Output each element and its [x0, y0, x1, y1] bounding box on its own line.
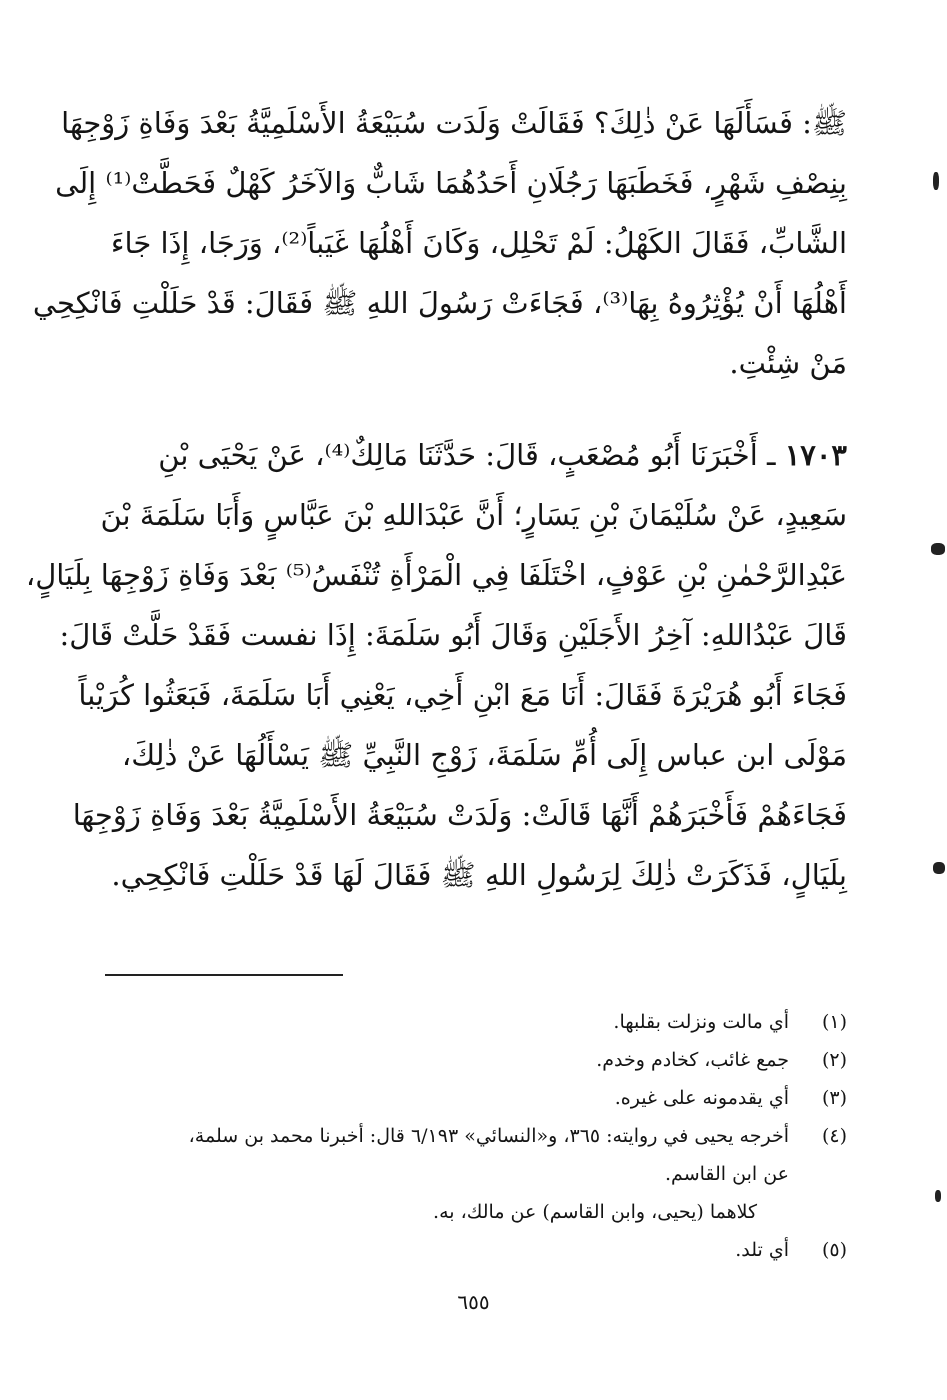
footnote-number: (٤) [821, 1125, 847, 1147]
text-line: الشَّابِّ، فَقَالَ الكَهْلُ: لَمْ تَحْلِل، وَكَانَ أَهْلُهَا غَيَباً⁽²⁾، وَرَجَا، إِذَا جَاءَ [110, 226, 847, 260]
footnote-number: (٣) [821, 1087, 847, 1109]
text-line: سَعِيدٍ، عَنْ سُلَيْمَانَ بْنِ يَسَارٍ؛ أَنَّ عَبْدَاللهِ بْنَ عَبَّاسٍ وَأَبَا سَلَمَةَ بْنَ [100, 498, 847, 532]
hadith-paragraph [25, 425, 847, 905]
text-line: بِنِصْفِ شَهْرٍ، فَخَطَبَهَا رَجُلَانِ أَحَدُهُمَا شَابٌّ وَالآخَرُ كَهْلٌ فَحَطَّتْ⁽¹⁾ إِلَى [55, 166, 847, 200]
footnote-continuation: عن ابن القاسم. [665, 1163, 789, 1185]
footnotes [99, 1003, 847, 1269]
paragraph-continuation [32, 93, 847, 393]
footnote [99, 1231, 847, 1269]
scan-edge-mark [935, 1190, 941, 1202]
text-line: مَنْ شِئْتِ. [729, 346, 847, 380]
footnote-number: (٢) [821, 1049, 847, 1071]
text-line: فَجَاءَهُمْ فَأَخْبَرَهُمْ أَنَّهَا قَالَتْ: وَلَدَتْ سُبَيْعَةُ الأَسْلَمِيَّةُ بَعْدَ وَفَاةِ زَوْجِهَا [72, 798, 847, 832]
scan-edge-mark [931, 543, 945, 555]
footnote-text: أي مالت ونزلت بقلبها. [613, 1011, 789, 1033]
text-line: عَبْدِالرَّحْمٰنِ بْنِ عَوْفٍ، اخْتَلَفَا فِي الْمَرْأَةِ تُنْفَسُ⁽⁵⁾ بَعْدَ وَفَاةِ زَوْجِهَا بِلَيَالٍ، [25, 558, 847, 592]
footnote-text: جمع غائب، كخادم وخدم. [596, 1049, 789, 1071]
footnote-text: أي يقدمونه على غيره. [614, 1087, 789, 1109]
page-number: ٦٥٥ [457, 1290, 490, 1314]
text-line: ﷺ: فَسَأَلَهَا عَنْ ذٰلِكَ؟ فَقَالَتْ وَلَدَت سُبَيْعَةُ الأَسْلَمِيَّةُ بَعْدَ وَفَاةِ زَوْجِهَا [61, 106, 847, 140]
text-line: بِلَيَالٍ، فَذَكَرَتْ ذٰلِكَ لِرَسُولِ اللهِ ﷺ فَقَالَ لَهَا قَدْ حَلَلْتِ فَانْكِحِي. [111, 858, 847, 892]
scan-edge-mark [933, 862, 945, 874]
footnote-text: أي تلد. [735, 1239, 789, 1261]
text-line-rest: ـ أَخْبَرَنَا أَبُو مُصْعَبٍ، قَالَ: حَدَّثَنَا مَالِكٌ⁽⁴⁾، عَنْ يَحْيَى بْنِ [158, 438, 785, 472]
footnote [99, 1003, 847, 1041]
text-line: قَالَ عَبْدُاللهِ: آخِرُ الأَجَلَيْنِ وَقَالَ أَبُو سَلَمَةَ: إِذَا نفست فَقَدْ حَلَّتْ قَالَ: [59, 618, 847, 652]
hadith-number: ١٧٠٣ [784, 438, 847, 472]
text-line: مَوْلَى ابن عباس إِلَى أُمِّ سَلَمَةَ، زَوْجِ النَّبِيِّ ﷺ يَسْأَلُهَا عَنْ ذٰلِكَ، [121, 738, 847, 772]
footnote [99, 1041, 847, 1079]
scan-edge-mark [933, 172, 939, 190]
footnote-number: (١) [821, 1011, 847, 1033]
footnote-text: أخرجه يحيى في روايته: ٣٦٥، و«النسائي» ٦/١٩٣ قال: أخبرنا محمد بن سلمة، [188, 1125, 789, 1147]
footnote-number: (٥) [821, 1239, 847, 1261]
footnote [99, 1117, 847, 1155]
text-line-first [99, 425, 847, 485]
footnote-separator [105, 974, 343, 976]
text-line: فَجَاءَ أَبُو هُرَيْرَةَ فَقَالَ: أَنَا مَعَ ابْنِ أَخِي، يَعْنِي أَبَا سَلَمَةَ، فَبَعَثُوا كُرَيْباً [78, 678, 847, 712]
text-line: أَهْلُهَا أَنْ يُؤْثِرُوهُ بِهَا⁽³⁾، فَجَاءَتْ رَسُولَ اللهِ ﷺ فَقَالَ: قَدْ حَلَلْتِ فَانْكِحِي [32, 286, 847, 320]
footnote-extra: كلاهما (يحيى، وابن القاسم) عن مالك، به. [433, 1201, 757, 1223]
footnote [99, 1079, 847, 1117]
